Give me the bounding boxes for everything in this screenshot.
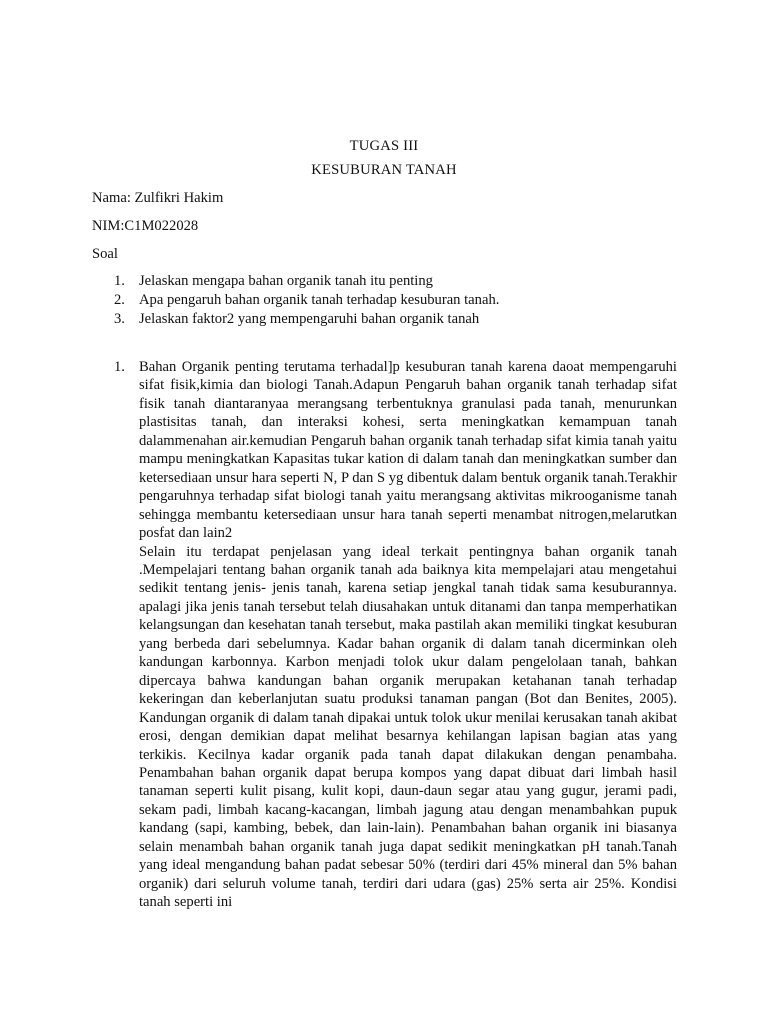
question-text: Apa pengaruh bahan organik tanah terhadap kesuburan tanah. bbox=[139, 292, 500, 308]
question-number: 3. bbox=[114, 311, 125, 327]
question-number: 2. bbox=[114, 292, 125, 308]
question-number: 1. bbox=[114, 273, 125, 289]
soal-label: Soal bbox=[92, 246, 118, 262]
answer-body bbox=[139, 358, 677, 912]
answer-number: 1. bbox=[114, 359, 125, 375]
document-subtitle: KESUBURAN TANAH bbox=[311, 162, 457, 178]
document-title: TUGAS III bbox=[349, 138, 419, 154]
answer-paragraph: Bahan Organik penting terutama terhadal]p kesuburan tanah karena daoat mempengaruhi sifat fisik,kimia dan biologi Tanah.Adapun Pengaruh bahan organik tanah terhadap sifat fisik tanah diantaranyaa merangsang terbentuknya granulasi pada tanah, menurunkan plastisitas tanah, dan interaksi kohesi, serta meningkatkan kemampuan tanah dalammenahan air.kemudian Pengaruh bahan organik tanah terhadap sifat kimia tanah yaitu mampu meningkatkan Kapasitas tukar kation di dalam tanah dan meningkatkan sumber dan ketersediaan unsur hara seperti N, P dan S yg dibentuk dalam bentuk organik tanah.Terakhir pengaruhnya terhadap sifat biologi tanah yaitu merangsang aktivitas mikrooganisme tanah sehingga membantu ketersediaan unsur hara tanah seperti menambat nitrogen,melarutkan posfat dan lain2 bbox=[139, 359, 677, 542]
question-text: Jelaskan faktor2 yang mempengaruhi bahan organik tanah bbox=[139, 311, 480, 327]
student-nim: NIM:C1M022028 bbox=[92, 218, 199, 234]
question-text: Jelaskan mengapa bahan organik tanah itu penting bbox=[139, 273, 433, 289]
student-name: Nama: Zulfikri Hakim bbox=[92, 190, 224, 206]
answer-paragraph: Selain itu terdapat penjelasan yang ideal terkait pentingnya bahan organik tanah .Mempelajari tentang bahan organik tanah ada baiknya kita mempelajari atau mengetahui sedikit tentang jenis- jenis tanah, karena setiap jengkal tanah tidak sama kesuburannya. apalagi jika jenis tanah tersebut telah diusahakan untuk ditanami dan tanpa memperhatikan kelangsungan dan kesehatan tanah tersebut, maka pastilah akan memiliki tingkat kesuburan yang berbeda dari sebelumnya. Kadar bahan organik di dalam tanah dicerminkan oleh kandungan karbonnya. Karbon menjadi tolok ukur dalam pengelolaan tanah, bahkan dipercaya bahwa kandungan bahan organik merupakan ketahanan tanah terhadap kekeringan dan keberlanjutan suatu produksi tanaman pangan (Bot dan Benites, 2005). Kandungan organik di dalam tanah dipakai untuk tolok ukur menilai kerusakan tanah akibat erosi, dengan demikian dapat melihat besarnya kehilangan lapisan bagian atas yang terkikis. Kecilnya kadar organik pada tanah dapat dilakukan dengan penambaha. Penambahan bahan organik dapat berupa kompos yang dapat dibuat dari limbah hasil tanaman seperti kulit pisang, kulit kopi, daun-daun segar atau yang gugur, jerami padi, sekam padi, limbah kacang-kacangan, limbah jagung atau dengan menambahkan pupuk kandang (sapi, kambing, bebek, dan lain-lain). Penambahan bahan organik ini biasanya selain menambah bahan organik tanah juga dapat sedikit meningkatkan pH tanah.Tanah yang ideal mengandung bahan padat sebesar 50% (terdiri dari 45% mineral dan 5% bahan organik) dari seluruh volume tanah, terdiri dari udara (gas) 25% serta air 25%. Kondisi tanah seperti ini bbox=[139, 543, 677, 911]
